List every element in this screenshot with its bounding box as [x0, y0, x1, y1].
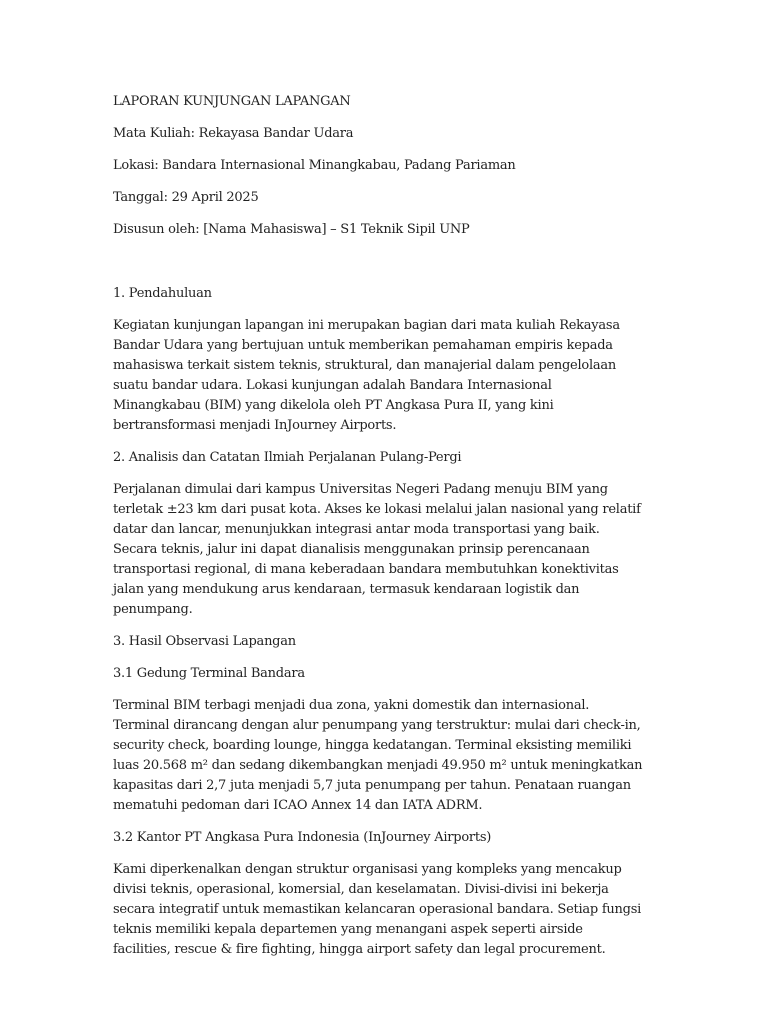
section-3-heading: 3. Hasil Observasi Lapangan: [113, 634, 296, 649]
course-line: Mata Kuliah: Rekayasa Bandar Udara: [113, 126, 354, 141]
document-page: [113, 92, 643, 972]
section-3-2-heading: 3.2 Kantor PT Angkasa Pura Indonesia (InJourney Airports): [113, 830, 492, 845]
location-line: Lokasi: Bandara Internasional Minangkabau, Padang Pariaman: [113, 158, 516, 173]
date-line: Tanggal: 29 April 2025: [113, 190, 259, 205]
section-3-1-paragraph: Terminal BIM terbagi menjadi dua zona, yakni domestik dan internasional. Terminal dirancang dengan alur penumpang yang terstruktur: mulai dari check-in, security check, boarding lounge, hingga kedatangan. Terminal eksisting memiliki luas 20.568 m² dan sedang dikembangkan menjadi 49.950 m² untuk meningkatkan kapasitas dari 2,7 juta menjadi 5,7 juta penumpang per tahun. Penataan ruangan mematuhi pedoman dari ICAO Annex 14 dan IATA ADRM.: [113, 698, 643, 813]
section-1-paragraph: Kegiatan kunjungan lapangan ini merupakan bagian dari mata kuliah Rekayasa Bandar Udara yang bertujuan untuk memberikan pemahaman empiris kepada mahasiswa terkait sistem teknis, struktural, dan manajerial dalam pengelolaan suatu bandar udara. Lokasi kunjungan adalah Bandara Internasional Minangkabau (BIM) yang dikelola oleh PT Angkasa Pura II, yang kini bertransformasi menjadi InJourney Airports.: [113, 318, 620, 433]
section-3-2-paragraph: Kami diperkenalkan dengan struktur organisasi yang kompleks yang mencakup divisi teknis, operasional, komersial, dan keselamatan. Divisi-divisi ini bekerja secara integratif untuk memastikan kelancaran operasional bandara. Setiap fungsi teknis memiliki kepala departemen yang menangani aspek seperti airside facilities, rescue & fire fighting, hingga airport safety dan legal procurement.: [113, 862, 642, 957]
section-2-heading: 2. Analisis dan Catatan Ilmiah Perjalanan Pulang-Pergi: [113, 450, 462, 465]
section-3-1-heading: 3.1 Gedung Terminal Bandara: [113, 666, 305, 681]
section-1-heading: 1. Pendahuluan: [113, 286, 212, 301]
blank-line: [113, 252, 643, 284]
report-title: LAPORAN KUNJUNGAN LAPANGAN: [113, 94, 351, 109]
author-line: Disusun oleh: [Nama Mahasiswa] – S1 Teknik Sipil UNP: [113, 222, 470, 237]
section-2-paragraph: Perjalanan dimulai dari kampus Universitas Negeri Padang menuju BIM yang terletak ±23 km dari pusat kota. Akses ke lokasi melalui jalan nasional yang relatif datar dan lancar, menunjukkan integrasi antar moda transportasi yang baik. Secara teknis, jalur ini dapat dianalisis menggunakan prinsip perencanaan transportasi regional, di mana keberadaan bandara membutuhkan konektivitas jalan yang mendukung arus kendaraan, termasuk kendaraan logistik dan penumpang.: [113, 482, 641, 617]
